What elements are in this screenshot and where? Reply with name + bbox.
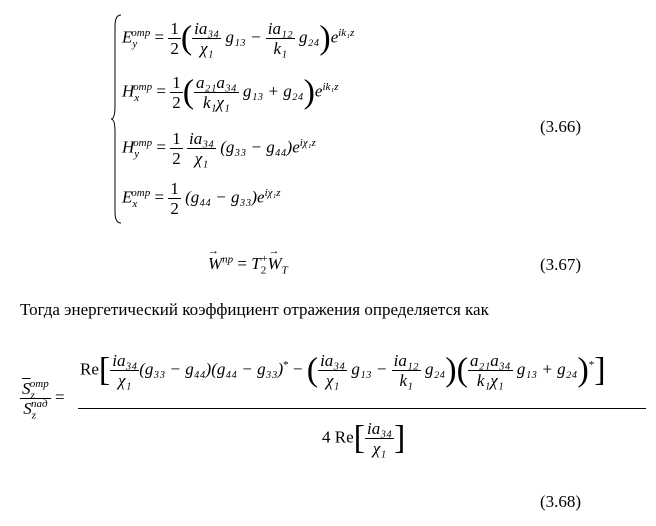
fraction: $\frac{\text{a₂₁a₃₄}}{\text{k₁χ₁}}$ <box>469 351 511 390</box>
main-fraction-bar <box>78 408 646 409</box>
fraction: $\frac{\text{ia₁₂}}{\text{k₁}}$ <box>393 351 419 390</box>
system-brace <box>110 14 122 224</box>
equation-number-3-66: (3.66) <box>540 117 582 136</box>
fraction: $\frac{\text{ia₁₂}}{\text{k₁}}$ <box>267 19 293 58</box>
eq-367: → $W^{пр} = T_2^+$ → $W_T$ <box>208 245 288 277</box>
paragraph-text: Тогда энергетический коэффициент отражения определяется как <box>20 300 489 319</box>
fraction: $\frac{1}{2}$ <box>170 19 179 58</box>
equation-number-3-68: (3.68) <box>540 492 582 511</box>
eq-366-line-1: $E_y^{отр}$ = $\frac{1}{2}$ ( $\frac{\text{ia₃₄}}{\text{χ₁}}$ g₁₃ − $\frac{\text{ia₁₂}}{\text{k₁}}$ $g_{24})e^{ik_1z}$ <box>122 19 355 58</box>
eq-368-lhs: $\frac{\overline{S}_z^{отр}}{\overline{S}_z^{пад}}$ = <box>22 378 65 422</box>
fraction: $\frac{1}{2}$ <box>172 129 181 168</box>
fraction: $\frac{1}{2}$ <box>172 73 181 112</box>
fraction: $\frac{1}{2}$ <box>170 179 179 218</box>
eq-368-numerator: Re[ $\frac{\text{ia₃₄}}{\text{χ₁}}$ (g₃₃ − g₄₄)(g₄₄ − g₃₃)* − ( $\frac{\text{ia₃₄}}{\text{χ₁}}$ g₁₃ − $\frac{\text{ia₁₂}}{\text{k₁}}$ g₂₄)( $\frac{\text{a₂₁a₃₄}}{\text{k₁χ₁}}$ g₁₃ + g₂₄)*] <box>80 351 606 390</box>
fraction: $\frac{\text{ia₃₄}}{\text{χ₁}}$ <box>194 19 220 58</box>
eq-368-denominator: 4 Re[ $\frac{\text{ia₃₄}}{\text{χ₁}}$ ] <box>322 419 406 458</box>
fraction: $\frac{\text{ia₃₄}}{\text{χ₁}}$ <box>188 129 215 168</box>
eq-366-line-2: $H_x^{отр}$ = $\frac{1}{2}$ ( $\frac{\text{a₂₁a₃₄}}{\text{k₁χ₁}}$ $g_{13} + g_{24})e^{ik_1z}$ <box>122 73 339 112</box>
equation-number-3-67: (3.67) <box>540 255 582 274</box>
fraction: $\frac{\text{ia₃₄}}{\text{χ₁}}$ <box>366 419 393 458</box>
fraction: $\frac{\text{ia₃₄}}{\text{χ₁}}$ <box>320 351 346 390</box>
eq-366-line-4: $E_x^{отр}$ = $\frac{1}{2}$ $(g_{44} - g_{33})e^{i\chi_1z}$ <box>122 179 281 218</box>
fraction: $\frac{\text{a₂₁a₃₄}}{\text{k₁χ₁}}$ <box>196 73 237 112</box>
fraction: $\frac{\overline{S}_z^{отр}}{\overline{S}_z^{пад}}$ <box>22 378 49 422</box>
fraction: $\frac{\text{ia₃₄}}{\text{χ₁}}$ <box>112 351 138 390</box>
eq-366-line-3: $H_y^{отр}$ = $\frac{1}{2}$ $\frac{\text{ia₃₄}}{\text{χ₁}}$ $(g_{33} - g_{44})e^{i\chi_1z}$ <box>122 129 316 168</box>
lhs-symbol: E <box>122 27 133 47</box>
